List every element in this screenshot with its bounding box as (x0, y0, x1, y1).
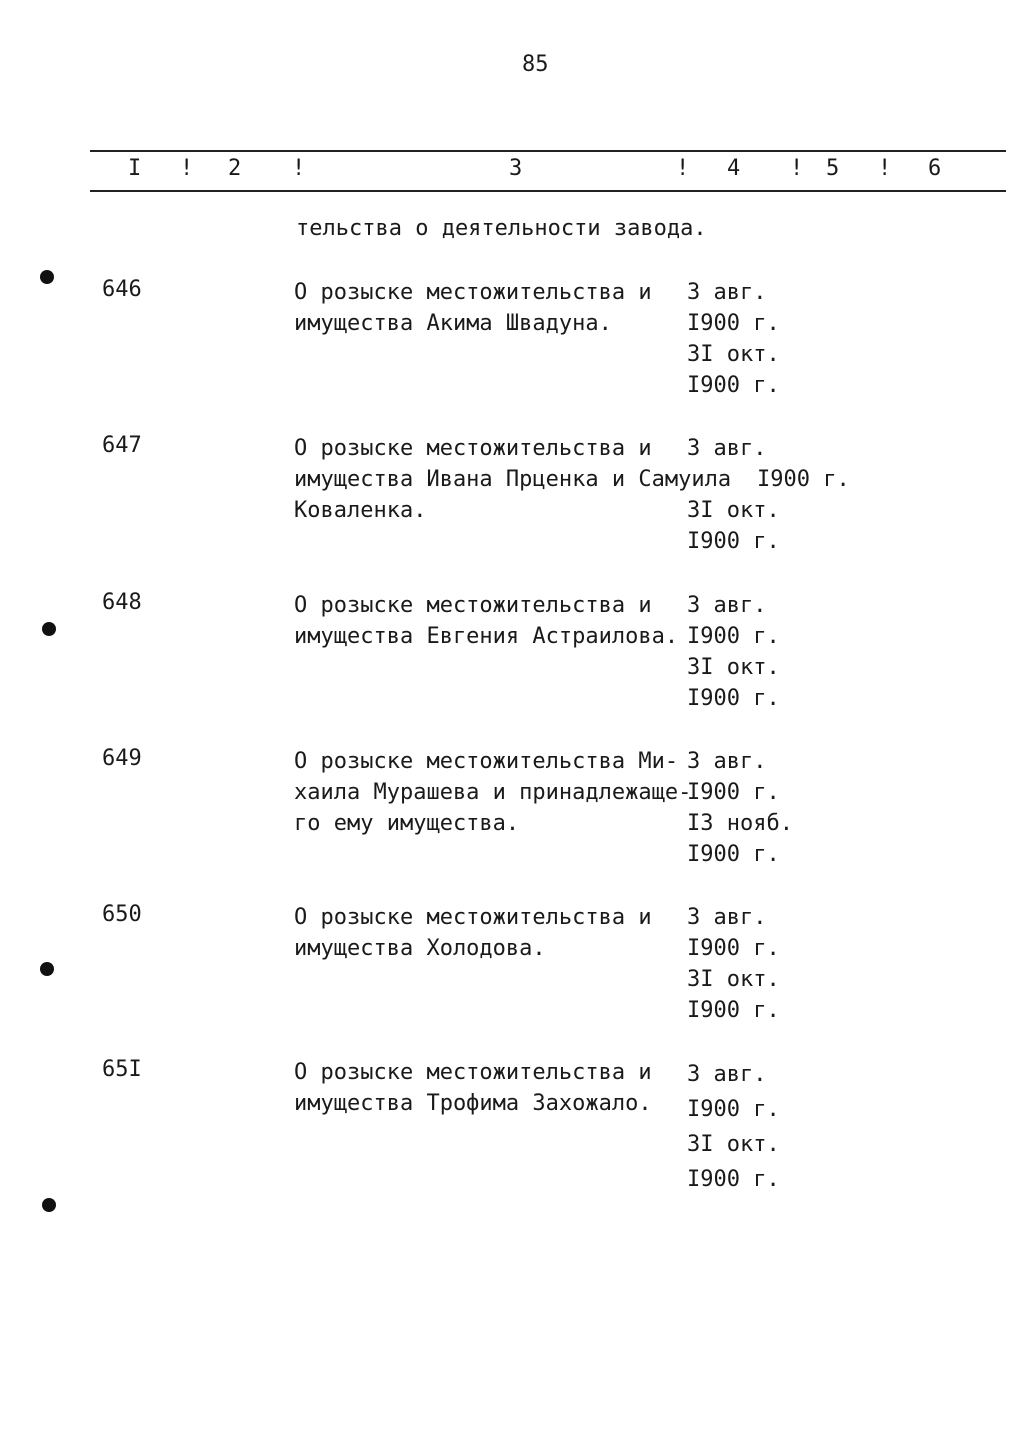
desc-line: го ему имущества. (294, 811, 520, 836)
header-sep-3: ! (676, 156, 690, 181)
entry-number: 646 (102, 277, 142, 302)
entry-number: 648 (102, 590, 142, 615)
desc-line: О розыске местожительства и (294, 1060, 652, 1085)
date-line: I900 г. (687, 1097, 780, 1122)
date-line: 3 авг. (687, 280, 767, 305)
date-line: 3 авг. (687, 905, 767, 930)
entry-dates (687, 902, 780, 1026)
header-col-5: 5 (826, 156, 840, 181)
binder-hole (40, 270, 54, 284)
date-line: I900 г. (687, 998, 780, 1023)
desc-line: О розыске местожительства Ми- (294, 749, 679, 774)
desc-line: Коваленка. (294, 498, 427, 523)
entry-number: 649 (102, 746, 142, 771)
entry-description (294, 277, 652, 339)
header-col-2: 2 (228, 156, 242, 181)
page-number: 85 (522, 52, 549, 77)
entry-description (294, 590, 678, 652)
header-sep-1: ! (180, 156, 194, 181)
date-line: I900 г. (687, 686, 780, 711)
date-line: 3I окт. (687, 967, 780, 992)
header-col-1: I (128, 156, 142, 181)
desc-line: О розыске местожительства и (294, 905, 652, 930)
date-line: 3 авг. (687, 593, 767, 618)
header-col-4: 4 (727, 156, 741, 181)
date-line: 3I окт. (687, 342, 780, 367)
desc-line: имущества Холодова. (294, 936, 546, 961)
desc-line: имущества Евгения Астраилова. (294, 624, 679, 649)
entry-description (294, 746, 691, 839)
header-col-3: 3 (509, 156, 523, 181)
date-line: I900 г. (687, 624, 780, 649)
binder-hole (42, 622, 56, 636)
date-line: I900 г. (687, 1167, 780, 1192)
desc-line: имущества Трофима Захожало. (294, 1091, 652, 1116)
entry-dates (687, 1057, 780, 1197)
date-line: I900 г. (687, 842, 780, 867)
continuation-text: тельства о деятельности завода. (296, 216, 707, 241)
entry-number: 650 (102, 902, 142, 927)
desc-line: О розыске местожительства и (294, 280, 652, 305)
date-line: I3 нояб. (687, 811, 793, 836)
entry-description (294, 1057, 652, 1119)
date-line: 3I окт. (687, 655, 780, 680)
date-line: I900 г. (687, 529, 780, 554)
entry-dates (687, 433, 850, 557)
entry-number: 647 (102, 433, 142, 458)
entry-description (294, 902, 652, 964)
header-rule-top (90, 150, 1006, 152)
desc-line: имущества Ивана Прценка и Самуила (294, 467, 732, 492)
date-line: 3I окт. (687, 1132, 780, 1157)
entry-description (294, 433, 731, 526)
header-sep-2: ! (292, 156, 306, 181)
header-sep-5: ! (878, 156, 892, 181)
header-sep-4: ! (790, 156, 804, 181)
header-rule-bottom (90, 190, 1006, 192)
desc-line: О розыске местожительства и (294, 593, 652, 618)
entry-number: 65I (102, 1057, 142, 1082)
date-line: I900 г. (757, 467, 850, 492)
header-col-6: 6 (928, 156, 942, 181)
entry-dates (687, 590, 780, 714)
date-line: I900 г. (687, 780, 780, 805)
date-line: I900 г. (687, 373, 780, 398)
entry-dates (687, 277, 780, 401)
desc-line: О розыске местожительства и (294, 436, 652, 461)
date-line: 3 авг. (687, 436, 767, 461)
desc-line: хаила Мурашева и принадлежаще- (294, 780, 692, 805)
date-line: 3 авг. (687, 749, 767, 774)
date-line: 3I окт. (687, 498, 780, 523)
date-line: I900 г. (687, 311, 780, 336)
desc-line: имущества Акима Швадуна. (294, 311, 612, 336)
binder-hole (42, 1198, 56, 1212)
date-line: I900 г. (687, 936, 780, 961)
entry-dates (687, 746, 793, 870)
date-line: 3 авг. (687, 1062, 767, 1087)
binder-hole (40, 962, 54, 976)
